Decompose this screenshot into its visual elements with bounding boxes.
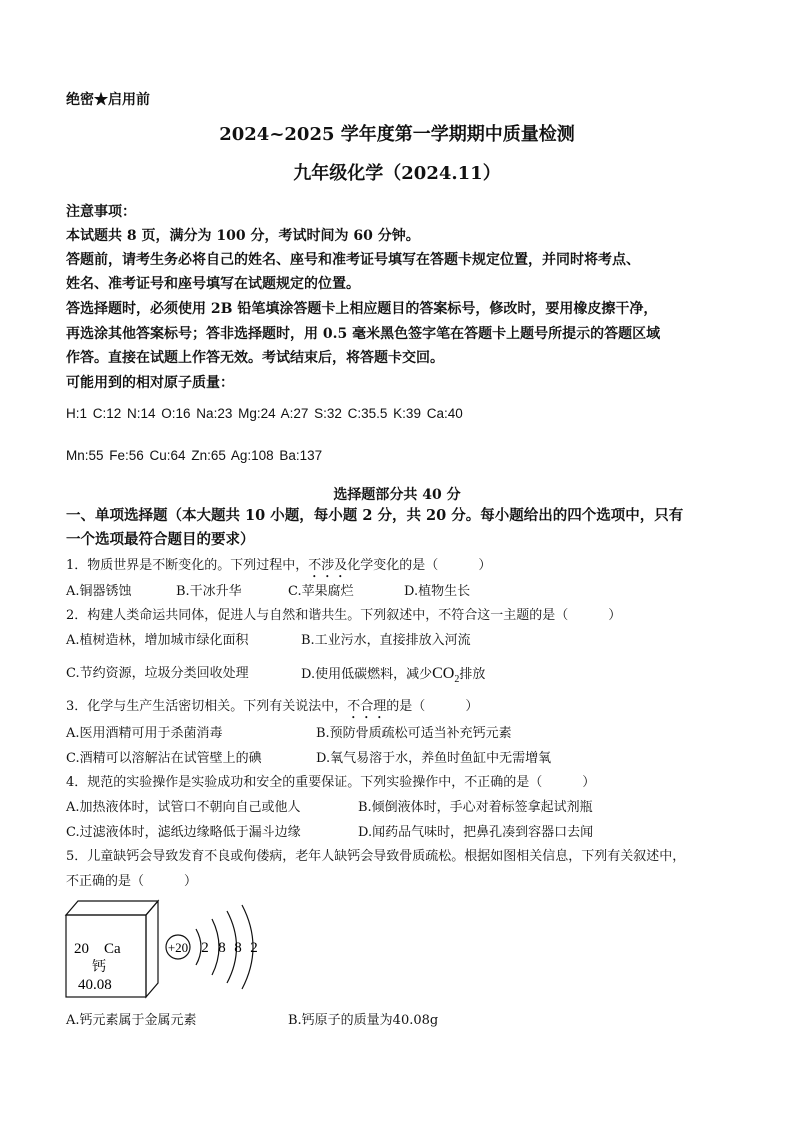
atomic-mass-heading: 可能用到的相对原子质量： <box>66 375 234 391</box>
q1-option-a: A.铜器锈蚀 <box>66 584 132 599</box>
notice-line-6: 作答。直接在试题上作答无效。考试结束后，将答题卡交回。 <box>66 350 444 366</box>
notice-line-5: 再选涂其他答案标号；答非选择题时，用 0.5 毫米黑色签字笔在答题卡上题号所提示的答题区域 <box>66 326 661 342</box>
nucleus-charge: +20 <box>167 940 189 955</box>
q2-option-d <box>301 664 485 690</box>
q3-stem-end: ） <box>465 699 479 714</box>
q3-stem-pre: 3．化学与生产生活密切相关。下列有关说法中， <box>66 699 348 714</box>
shell-electrons-3: 8 <box>234 940 242 956</box>
q1-option-d: D.植物生长 <box>404 584 471 599</box>
q4-stem-text: 4．规范的实验操作是实验成功和安全的重要保证。下列实验操作中，不正确的是（ <box>66 775 543 790</box>
q3-option-d: D.氧气易溶于水，养鱼时鱼缸中无需增氧 <box>316 751 552 766</box>
q1-stem-post: 化学变化的是（ <box>347 558 439 573</box>
q3-stem-emphasis: 不合理 <box>347 699 387 714</box>
question-1-stem <box>66 556 491 581</box>
notice-line-2: 答题前，请考生务必将自己的姓名、座号和准考证号填写在答题卡规定位置，并同时将考点、 <box>66 252 640 268</box>
shell-electrons-1: 2 <box>201 940 209 956</box>
shell-electrons-4: 2 <box>250 940 258 956</box>
question-5-stem-2 <box>66 872 197 892</box>
q3-option-a: A.医用酒精可用于杀菌消毒 <box>66 726 223 741</box>
notice-line-1: 本试题共 8 页，满分为 100 分，考试时间为 60 分钟。 <box>66 228 420 244</box>
co2-subscript: 2 <box>454 674 460 686</box>
co2-formula <box>432 665 460 686</box>
exam-subtitle: 九年级化学（2024.11） <box>293 163 501 184</box>
q2-option-c: C.节约资源，垃圾分类回收处理 <box>66 666 249 681</box>
element-tile <box>66 901 158 997</box>
part-one-instructions-2: 一个选项最符合题目的要求） <box>66 531 255 548</box>
q4-stem-end: ） <box>582 775 596 790</box>
q4-option-b: B.倾倒液体时，手心对着标签拿起试剂瓶 <box>358 800 593 815</box>
calcium-figure <box>60 895 280 1007</box>
q1-option-c: C.苹果腐烂 <box>288 584 354 599</box>
atom-structure-diagram <box>166 905 258 989</box>
question-5-stem-1: 5．儿童缺钙会导致发育不良或佝偻病，老年人缺钙会导致骨质疏松。根据如图相关信息，下列有关叙述中， <box>66 849 686 864</box>
q5-stem-end: ） <box>184 874 198 889</box>
atomic-mass-line-1: H:1 C:12 N:14 O:16 Na:23 Mg:24 A:27 S:32 C:35.5 K:39 Ca:40 <box>66 406 463 421</box>
notice-line-4: 答选择题时，必须使用 2B 铅笔填涂答题卡上相应题目的答案标号，修改时，要用橡皮擦干净， <box>66 301 658 317</box>
notice-heading: 注意事项： <box>66 204 136 220</box>
notice-line-3: 姓名、准考证号和座号填写在试题规定的位置。 <box>66 276 360 292</box>
shell-arc-1 <box>196 929 201 965</box>
section-title: 选择题部分共 40 分 <box>333 487 461 503</box>
q1-option-b: B.干冰升华 <box>176 584 242 599</box>
q3-option-c: C.酒精可以溶解沾在试管壁上的碘 <box>66 751 262 766</box>
atomic-mass-line-2: Mn:55 Fe:56 Cu:64 Zn:65 Ag:108 Ba:137 <box>66 448 323 463</box>
q2-option-b: B.工业污水，直接排放入河流 <box>301 633 471 648</box>
element-number: 20 <box>74 941 89 957</box>
q4-option-d: D.闻药品气味时，把鼻孔凑到容器口去闻 <box>358 825 594 840</box>
q3-option-b: B.预防骨质疏松可适当补充钙元素 <box>316 726 512 741</box>
q2-stem-end: ） <box>608 608 622 623</box>
part-one-instructions-1: 一、单项选择题（本大题共 10 小题，每小题 2 分，共 20 分。每小题给出的四个选项中，只有 <box>66 507 684 524</box>
q1-stem-pre: 1．物质世界是不断变化的。下列过程中， <box>66 558 309 573</box>
q2-option-a: A.植树造林，增加城市绿化面积 <box>66 633 249 648</box>
q2-stem-text: 2．构建人类命运共同体，促进人与自然和谐共生。下列叙述中，不符合这一主题的是（ <box>66 608 569 623</box>
element-mass: 40.08 <box>78 977 112 993</box>
secret-label: 绝密★启用前 <box>66 92 150 108</box>
q2-option-d-post: 排放 <box>459 667 486 682</box>
shell-electrons-2: 8 <box>218 940 226 956</box>
q5-option-b: B.钙原子的质量为40.08g <box>288 1013 439 1028</box>
element-symbol: Ca <box>104 941 121 957</box>
q2-option-d-pre: D.使用低碳燃料，减少 <box>301 667 433 682</box>
question-3-stem <box>66 697 478 722</box>
question-4-stem <box>66 773 595 793</box>
q1-stem-end: ） <box>478 558 492 573</box>
co2-symbol: CO <box>432 665 455 682</box>
q1-stem-emphasis: 不涉及 <box>308 558 348 573</box>
element-name: 钙 <box>92 960 106 975</box>
q3-stem-post: 的是（ <box>386 699 426 714</box>
q5-option-a: A.钙元素属于金属元素 <box>66 1013 197 1028</box>
exam-title: 2024~2025 学年度第一学期期中质量检测 <box>219 124 575 145</box>
question-2-stem <box>66 606 621 626</box>
q4-option-c: C.过滤液体时，滤纸边缘略低于漏斗边缘 <box>66 825 301 840</box>
q4-option-a: A.加热液体时，试管口不朝向自己或他人 <box>66 800 301 815</box>
q5-stem-text: 不正确的是（ <box>66 874 145 889</box>
